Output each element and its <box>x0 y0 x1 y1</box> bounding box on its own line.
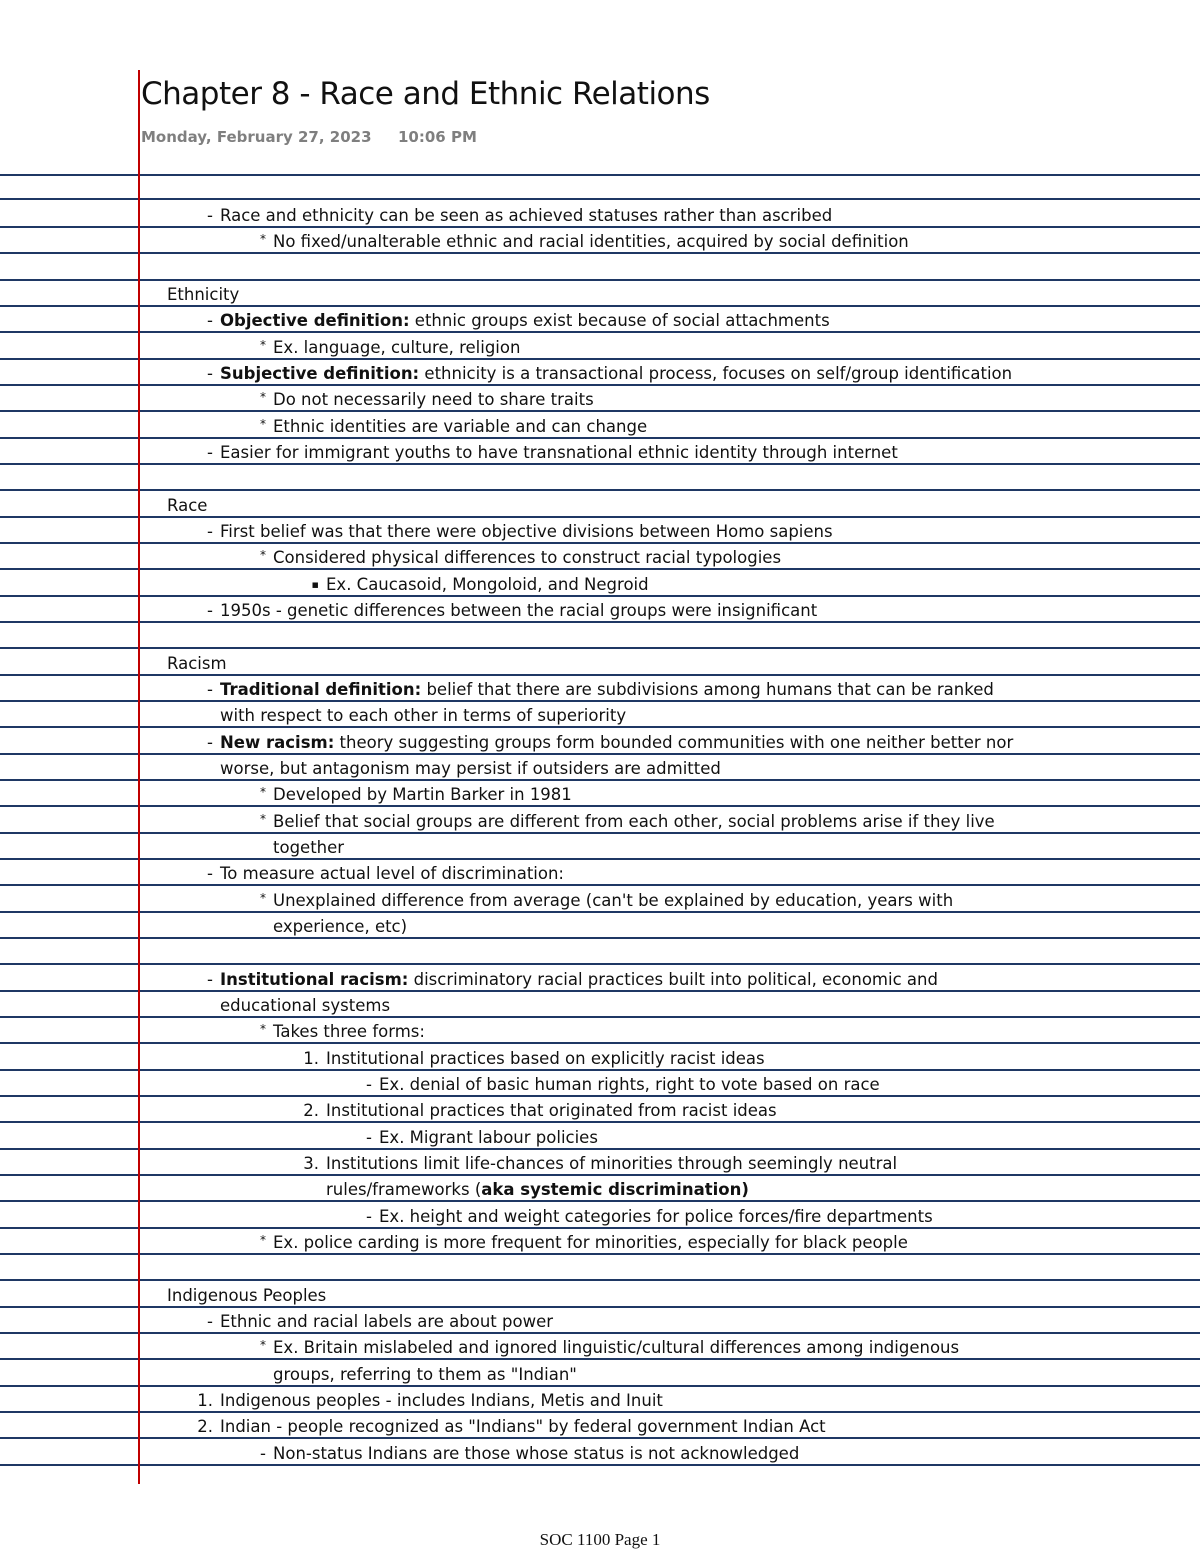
line-body: Ex. Britain mislabeled and ignored linguistic/cultural differences among indigenous <box>273 1338 960 1358</box>
line-body: educational systems <box>220 995 391 1015</box>
note-line <box>0 493 1200 519</box>
bullet-marker: - <box>207 732 213 752</box>
rule-line <box>0 647 1200 649</box>
bold-term: Subjective definition: <box>220 363 420 383</box>
note-line <box>0 993 1200 1019</box>
line-text <box>273 1335 959 1361</box>
line-body: ethnic groups exist because of social attachments <box>409 311 830 331</box>
rule-line <box>0 1279 1200 1281</box>
note-line <box>0 1019 1200 1045</box>
bullet-marker: - <box>207 311 213 331</box>
line-text <box>220 967 938 993</box>
line-text <box>273 914 407 940</box>
line-text <box>273 835 344 861</box>
line-body: 1950s - genetic differences between the racial groups were insignificant <box>220 600 818 620</box>
note-line <box>0 1388 1200 1414</box>
note-line <box>0 756 1200 782</box>
line-text <box>220 440 898 466</box>
bullet-marker: - <box>366 1206 372 1226</box>
note-line <box>0 1072 1200 1098</box>
bullet-marker: - <box>366 1127 372 1147</box>
bullet-marker: 1. <box>303 1048 319 1068</box>
line-body: No fixed/unalterable ethnic and racial identities, acquired by social definition <box>273 232 909 252</box>
line-text <box>379 1125 598 1151</box>
line-text <box>220 361 1012 387</box>
note-line <box>0 1283 1200 1309</box>
bullet-marker: * <box>260 1022 266 1037</box>
line-text <box>273 545 781 571</box>
line-text <box>379 1072 880 1098</box>
bullet-marker: - <box>207 679 213 699</box>
line-body: Ex. Migrant labour policies <box>379 1127 598 1147</box>
note-line <box>0 1230 1200 1256</box>
line-body: experience, etc) <box>273 916 408 936</box>
line-body: with respect to each other in terms of superiority <box>220 706 627 726</box>
line-text <box>326 572 649 598</box>
line-text <box>220 1414 826 1440</box>
line-body: Indigenous peoples - includes Indians, Metis and Inuit <box>220 1390 663 1410</box>
note-line <box>0 361 1200 387</box>
note-line <box>0 1362 1200 1388</box>
page-footer: SOC 1100 Page 1 <box>539 1530 661 1549</box>
bullet-marker: - <box>207 363 213 383</box>
note-line <box>0 545 1200 571</box>
page-time: 10:06 PM <box>398 128 477 146</box>
line-text <box>273 809 995 835</box>
line-text <box>167 651 227 677</box>
rule-line <box>0 174 1200 176</box>
bullet-marker: * <box>260 890 266 905</box>
line-body: Ex. Caucasoid, Mongoloid, and Negroid <box>326 574 649 594</box>
bullet-marker: - <box>207 969 213 989</box>
note-line <box>0 1441 1200 1467</box>
bold-term: Objective definition: <box>220 311 410 331</box>
line-text <box>273 1441 799 1467</box>
note-line <box>0 335 1200 361</box>
line-body: Non-status Indians are those whose status is not acknowledged <box>273 1443 800 1463</box>
line-text <box>220 677 994 703</box>
line-text <box>273 229 909 255</box>
note-line <box>0 1204 1200 1230</box>
bullet-marker: * <box>260 232 266 247</box>
line-text <box>273 1230 908 1256</box>
line-body: Institutional practices based on explicitly racist ideas <box>326 1048 765 1068</box>
note-line <box>0 730 1200 756</box>
line-body: Takes three forms: <box>273 1022 425 1042</box>
line-text <box>220 308 830 334</box>
bullet-marker: - <box>207 864 213 884</box>
bullet-marker: * <box>260 548 266 563</box>
line-body: worse, but antagonism may persist if outsiders are admitted <box>220 758 721 778</box>
line-body-tail: ) <box>741 1180 749 1200</box>
line-body: Ethnic identities are variable and can change <box>273 416 648 436</box>
line-text <box>379 1204 933 1230</box>
bullet-marker: - <box>207 521 213 541</box>
bullet-marker: - <box>207 600 213 620</box>
line-body: theory suggesting groups form bounded communities with one neither better nor <box>334 732 1014 752</box>
line-text <box>326 1177 749 1203</box>
line-body: Easier for immigrant youths to have transnational ethnic identity through internet <box>220 442 898 462</box>
line-text <box>220 203 832 229</box>
note-line <box>0 598 1200 624</box>
note-line <box>0 1151 1200 1177</box>
note-line <box>0 888 1200 914</box>
line-body: Ethnic and racial labels are about power <box>220 1311 554 1331</box>
line-body: Racism <box>167 653 227 673</box>
bullet-marker: 1. <box>197 1390 213 1410</box>
note-line <box>0 782 1200 808</box>
bullet-marker: 3. <box>303 1153 319 1173</box>
note-line <box>0 1177 1200 1203</box>
note-line <box>0 282 1200 308</box>
bullet-marker: * <box>260 1338 266 1353</box>
note-line <box>0 914 1200 940</box>
line-text <box>326 1046 765 1072</box>
line-body: Indian - people recognized as "Indians" by federal government Indian Act <box>220 1417 826 1437</box>
bullet-marker: ▪ <box>311 577 319 591</box>
note-line <box>0 229 1200 255</box>
line-text <box>273 387 594 413</box>
bullet-marker: - <box>207 1311 213 1331</box>
note-line <box>0 677 1200 703</box>
line-body: Institutional practices that originated from racist ideas <box>326 1101 777 1121</box>
bullet-marker: * <box>260 390 266 405</box>
rule-line <box>0 279 1200 281</box>
line-text <box>273 1362 577 1388</box>
line-text <box>273 782 572 808</box>
line-body: Unexplained difference from average (can't be explained by education, years with <box>273 890 954 910</box>
note-line <box>0 835 1200 861</box>
note-line <box>0 809 1200 835</box>
note-line <box>0 861 1200 887</box>
line-text <box>273 414 647 440</box>
line-text <box>220 598 817 624</box>
note-line <box>0 651 1200 677</box>
bold-term: Traditional definition: <box>220 679 422 699</box>
line-text <box>167 1283 326 1309</box>
bold-term: Institutional racism: <box>220 969 409 989</box>
rule-line <box>0 489 1200 491</box>
bullet-marker: - <box>207 206 213 225</box>
line-text <box>220 1388 663 1414</box>
note-line <box>0 203 1200 229</box>
bold-term: New racism: <box>220 732 335 752</box>
line-body: First belief was that there were objective divisions between Homo sapiens <box>220 521 833 541</box>
line-text <box>220 861 564 887</box>
line-body: Institutions limit life-chances of minorities through seemingly neutral <box>326 1153 898 1173</box>
note-line <box>0 414 1200 440</box>
line-body: belief that there are subdivisions among humans that can be ranked <box>421 679 994 699</box>
line-text <box>167 493 207 519</box>
note-line <box>0 1046 1200 1072</box>
note-line <box>0 308 1200 334</box>
bullet-marker: * <box>260 1232 266 1247</box>
line-body: together <box>273 837 345 857</box>
bullet-marker: 2. <box>303 1101 319 1121</box>
line-body: Ethnicity <box>167 284 240 304</box>
line-body: To measure actual level of discrimination: <box>220 864 564 884</box>
line-text <box>167 282 239 308</box>
line-body: discriminatory racial practices built into political, economic and <box>408 969 938 989</box>
line-text <box>220 703 626 729</box>
line-body: Do not necessarily need to share traits <box>273 390 594 410</box>
note-line <box>0 1309 1200 1335</box>
line-text <box>326 1098 777 1124</box>
bold-term: aka systemic discrimination <box>481 1180 742 1200</box>
line-text <box>273 1019 425 1045</box>
line-body: Developed by Martin Barker in 1981 <box>273 785 572 805</box>
rule-line <box>0 198 1200 200</box>
note-line <box>0 1125 1200 1151</box>
line-body: Ex. height and weight categories for police forces/fire departments <box>379 1206 933 1226</box>
note-line <box>0 1414 1200 1440</box>
note-line <box>0 1098 1200 1124</box>
line-body: groups, referring to them as "Indian" <box>273 1364 577 1384</box>
bullet-marker: - <box>366 1074 372 1094</box>
note-line <box>0 440 1200 466</box>
bullet-marker: - <box>260 1443 266 1463</box>
note-line <box>0 1335 1200 1361</box>
line-text <box>220 519 833 545</box>
line-body: Indigenous Peoples <box>167 1285 327 1305</box>
line-text <box>220 1309 553 1335</box>
line-body: rules/frameworks ( <box>326 1180 482 1200</box>
line-body: Race and ethnicity can be seen as achieved statuses rather than ascribed <box>220 206 833 225</box>
bullet-marker: * <box>260 416 266 431</box>
line-text <box>220 993 390 1019</box>
note-line <box>0 703 1200 729</box>
line-text <box>273 888 953 914</box>
rule-line <box>0 963 1200 965</box>
line-body: Considered physical differences to construct racial typologies <box>273 548 782 568</box>
line-body: Ex. language, culture, religion <box>273 337 521 357</box>
bullet-marker: - <box>207 442 213 462</box>
line-text <box>326 1151 897 1177</box>
note-line <box>0 967 1200 993</box>
line-body: ethnicity is a transactional process, focuses on self/group identification <box>419 363 1013 383</box>
line-text <box>220 730 1013 756</box>
bullet-marker: 2. <box>197 1417 213 1437</box>
line-body: Race <box>167 495 208 515</box>
note-line <box>0 387 1200 413</box>
note-line <box>0 519 1200 545</box>
page-title: Chapter 8 - Race and Ethnic Relations <box>141 76 710 112</box>
bullet-marker: * <box>260 785 266 800</box>
note-line <box>0 572 1200 598</box>
bullet-marker: * <box>260 811 266 826</box>
line-text <box>220 756 721 782</box>
bullet-marker: * <box>260 337 266 352</box>
line-body: Belief that social groups are different from each other, social problems arise if they live <box>273 811 995 831</box>
line-body: Ex. denial of basic human rights, right to vote based on race <box>379 1074 880 1094</box>
line-text <box>273 335 520 361</box>
line-body: Ex. police carding is more frequent for minorities, especially for black people <box>273 1232 908 1252</box>
page-date: Monday, February 27, 2023 <box>141 128 372 146</box>
